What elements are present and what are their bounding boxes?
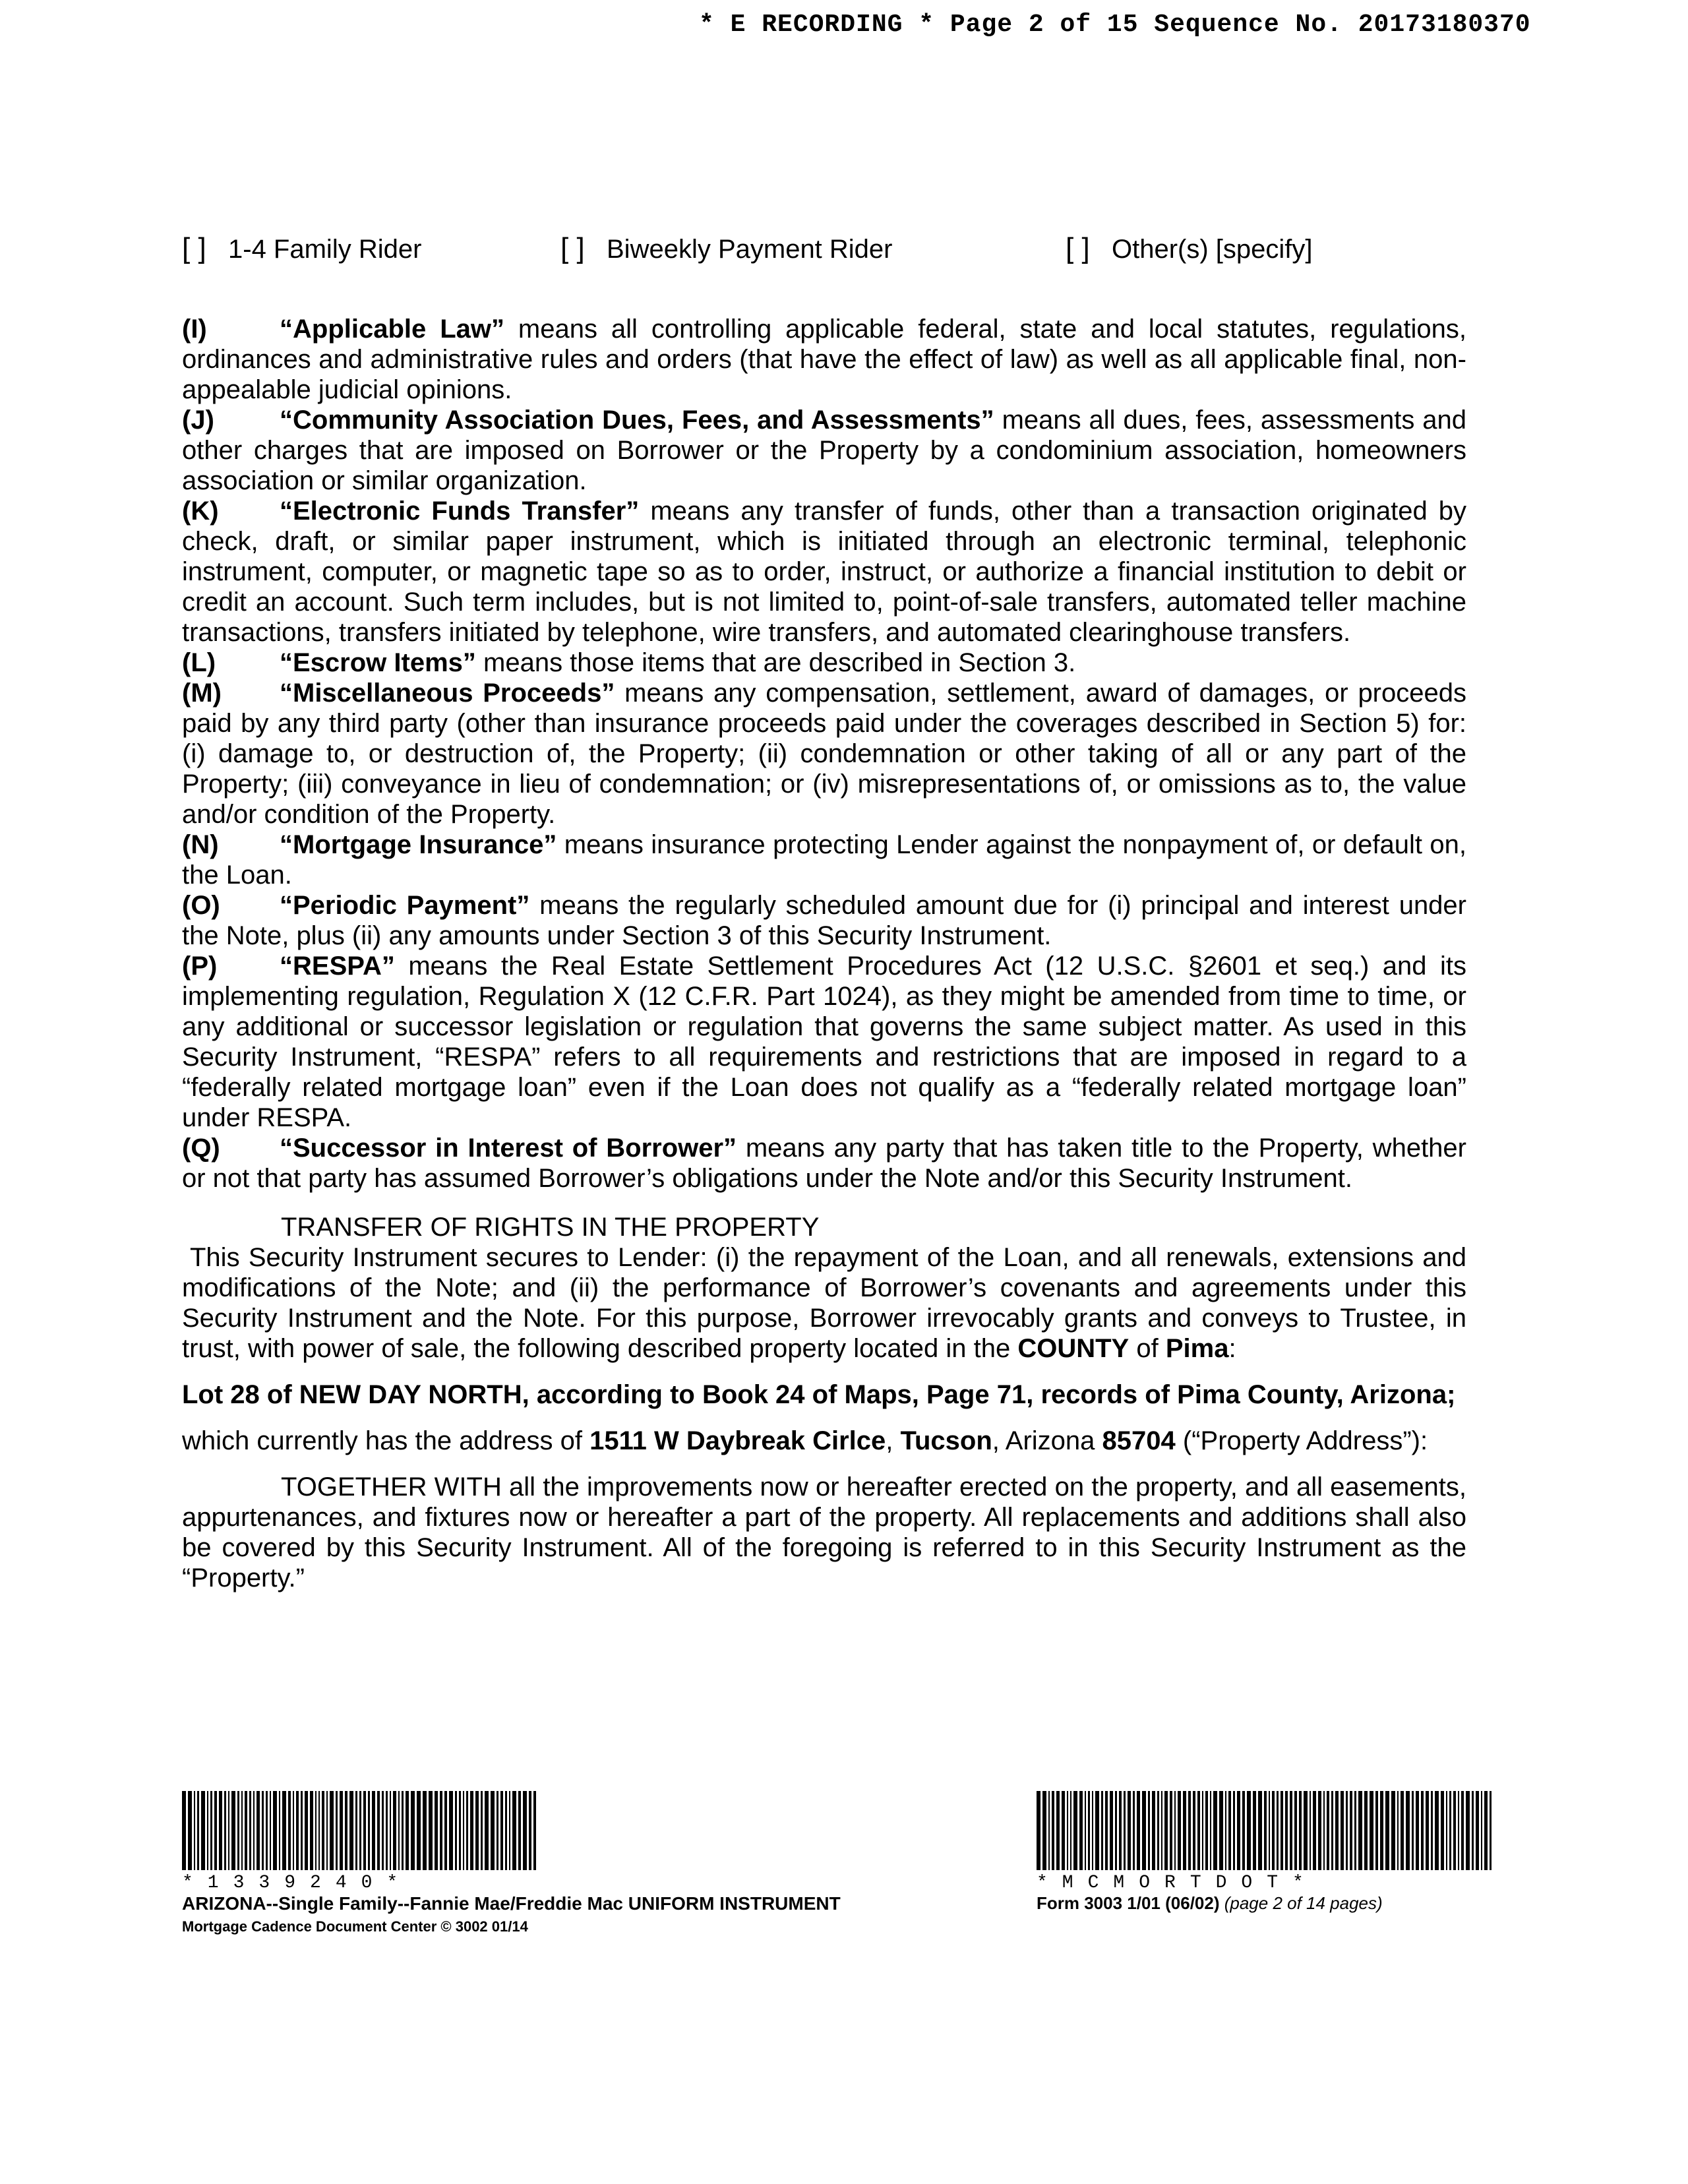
barcode-bar xyxy=(1157,1791,1159,1870)
barcode-bar xyxy=(1453,1791,1456,1870)
barcode-bar xyxy=(1346,1791,1348,1870)
barcode-bar xyxy=(1397,1791,1399,1870)
definition-text: means those items that are described in Section 3. xyxy=(475,648,1076,677)
barcode-bar xyxy=(518,1791,521,1870)
footer-left xyxy=(182,1791,841,1935)
barcode-bar xyxy=(512,1791,516,1870)
barcode-bar xyxy=(1484,1791,1488,1870)
definition-term: “RESPA” xyxy=(280,952,395,981)
definition-term: “Miscellaneous Proceeds” xyxy=(280,679,615,708)
barcode-bar xyxy=(305,1791,308,1870)
barcode-bar xyxy=(288,1791,291,1870)
barcode-bar xyxy=(1401,1791,1404,1870)
barcode-bar xyxy=(1164,1791,1168,1870)
barcode-bar xyxy=(188,1791,192,1870)
section-title: TRANSFER OF RIGHTS IN THE PROPERTY xyxy=(281,1213,820,1242)
barcode-bar xyxy=(1391,1791,1395,1870)
barcode-bar xyxy=(1272,1791,1275,1870)
barcode-bar xyxy=(1299,1791,1302,1870)
barcode-bar xyxy=(1354,1791,1356,1870)
street-address: 1511 W Daybreak Cirlce xyxy=(589,1426,886,1455)
barcode-right xyxy=(1037,1791,1493,1870)
barcode-bar xyxy=(500,1791,503,1870)
rider-label: 1-4 Family Rider xyxy=(228,235,422,264)
rider-1-4-family xyxy=(182,232,421,265)
barcode-bar xyxy=(1073,1791,1077,1870)
definition-letter: (K) xyxy=(182,497,219,526)
barcode-bar xyxy=(1052,1791,1054,1870)
definition-letter: (N) xyxy=(182,830,219,859)
barcode-right-text: *MCMORTDOT* xyxy=(1037,1873,1318,1893)
barcode-bar xyxy=(485,1791,489,1870)
barcode-bar xyxy=(1070,1791,1071,1870)
barcode-bar xyxy=(1253,1791,1256,1870)
barcode-bar xyxy=(386,1791,388,1870)
definition-k xyxy=(182,496,1466,648)
barcode-bar xyxy=(1205,1791,1208,1870)
barcode-bar xyxy=(1358,1791,1362,1870)
barcode-left xyxy=(182,1791,841,1870)
barcode-bar xyxy=(1313,1791,1316,1870)
barcode-bar xyxy=(1188,1791,1191,1870)
barcode-bar xyxy=(1161,1791,1162,1870)
form-title: ARIZONA--Single Family--Fannie Mae/Freddie Mac UNIFORM INSTRUMENT xyxy=(182,1893,841,1914)
definition-l xyxy=(182,648,1466,678)
barcode-bar xyxy=(301,1791,303,1870)
barcode-bar xyxy=(1476,1791,1479,1870)
definition-o xyxy=(182,890,1466,951)
definition-text: means the Real Estate Settlement Procedures Act (12 U.S.C. §2601 et seq.) and its implementing regulation, Regulation X (12 C.F.R. Part 1024), as they might be amended from time to time, or any additional or successor legislation or regulation that governs the same subject matter. As used in this Security Instrument, “RESPA” refers to all requirements and restrictions that are imposed in regard to a “federally related mortgage loan” even if the Loan does not qualify as a “federally related mortgage loan” under RESPA. xyxy=(182,952,1466,1132)
barcode-bar xyxy=(1170,1791,1172,1870)
barcode-bar xyxy=(1233,1791,1235,1870)
definition-letter: (I) xyxy=(182,315,207,344)
barcode-bar xyxy=(336,1791,338,1870)
barcode-bar xyxy=(241,1791,243,1870)
barcode-bar xyxy=(1110,1791,1113,1870)
definition-term: “Periodic Payment” xyxy=(280,891,530,920)
definition-text: means the regularly scheduled amount due for (i) principal and interest under the Note, plus (ii) any amounts under Section 3 of this Security Instrument. xyxy=(182,891,1466,950)
barcode-bar xyxy=(1446,1791,1447,1870)
form-number: Form 3003 1/01 (06/02) (page 2 of 14 pages) xyxy=(1037,1893,1383,1913)
rider-label: Other(s) [specify] xyxy=(1112,235,1313,264)
barcode-bar xyxy=(1133,1791,1135,1870)
barcode-bar xyxy=(340,1791,343,1870)
barcode-bar xyxy=(1183,1791,1186,1870)
barcode-bar xyxy=(435,1791,438,1870)
barcode-bar xyxy=(1101,1791,1103,1870)
barcode-bar xyxy=(219,1791,222,1870)
barcode-bar xyxy=(282,1791,286,1870)
county-label: COUNTY xyxy=(1017,1334,1130,1363)
barcode-bar xyxy=(497,1791,498,1870)
rider-other xyxy=(1066,232,1313,265)
barcode-bar xyxy=(466,1791,468,1870)
barcode-bar xyxy=(440,1791,442,1870)
definition-term: “Community Association Dues, Fees, and Assessments” xyxy=(280,406,994,435)
rider-biweekly xyxy=(560,232,893,265)
barcode-bar xyxy=(322,1791,324,1870)
barcode-bar xyxy=(1042,1791,1046,1870)
definition-text: means any compensation, settlement, award of damages, or proceeds paid by any third party (other than insurance proceeds paid under the coverages described in Section 5) for: (i) damage to, or destruction of, the Property; (ii) condemnation or other taking of all or any part of the Property; (iii) conveyance in lieu of condemnation; or (iv) misrepresentations of, or omissions as to, the value and/or condition of the Property. xyxy=(182,679,1466,829)
barcode-bar xyxy=(402,1791,404,1870)
definition-m xyxy=(182,678,1466,830)
barcode-bar xyxy=(1323,1791,1325,1870)
barcode-bar xyxy=(349,1791,353,1870)
barcode-bar xyxy=(1128,1791,1131,1870)
barcode-bar xyxy=(293,1791,294,1870)
barcode-bar xyxy=(509,1791,510,1870)
county-name: Pima xyxy=(1165,1334,1229,1363)
barcode-bar xyxy=(1225,1791,1226,1870)
definition-term: “Mortgage Insurance” xyxy=(280,830,557,859)
barcode-bar xyxy=(368,1791,370,1870)
barcode-bar xyxy=(330,1791,334,1870)
barcode-bar xyxy=(1350,1791,1352,1870)
barcode-bar xyxy=(1277,1791,1279,1870)
barcode-bar xyxy=(1331,1791,1333,1870)
barcode-bar xyxy=(1385,1791,1389,1870)
barcode-bar xyxy=(481,1791,483,1870)
barcode-bar xyxy=(1281,1791,1283,1870)
barcode-bar xyxy=(1431,1791,1433,1870)
barcode-bar xyxy=(1310,1791,1311,1870)
barcode-bar xyxy=(279,1791,280,1870)
barcode-bar xyxy=(359,1791,361,1870)
zip-code: 85704 xyxy=(1102,1426,1176,1455)
property-address-paragraph: which currently has the address of 1511 W Daybreak Cirlce, Tucson, Arizona 85704 (“Property Address”): xyxy=(182,1426,1428,1455)
barcode-bar xyxy=(207,1791,208,1870)
barcode-bar xyxy=(1461,1791,1464,1870)
barcode-bar xyxy=(1327,1791,1329,1870)
barcode-bar xyxy=(1318,1791,1321,1870)
barcode-bar xyxy=(417,1791,421,1870)
barcode-bar xyxy=(1294,1791,1297,1870)
barcode-bar xyxy=(1193,1791,1195,1870)
barcode-bar xyxy=(1285,1791,1288,1870)
barcode-bar xyxy=(231,1791,235,1870)
barcode-bar xyxy=(1441,1791,1444,1870)
legal-description: Lot 28 of NEW DAY NORTH, according to Book 24 of Maps, Page 71, records of Pima County, Arizona; xyxy=(182,1380,1456,1409)
barcode-bar xyxy=(393,1791,396,1870)
barcode-bar xyxy=(1056,1791,1060,1870)
barcode-bar xyxy=(382,1791,384,1870)
barcode-bar xyxy=(1435,1791,1439,1870)
barcode-bar xyxy=(355,1791,357,1870)
barcode-bar xyxy=(197,1791,199,1870)
definition-term: “Escrow Items” xyxy=(280,648,476,677)
barcode-bar xyxy=(1148,1791,1150,1870)
page-count: (page 2 of 14 pages) xyxy=(1224,1893,1383,1913)
checkbox-bracket: [ ] xyxy=(560,232,585,264)
barcode-bar xyxy=(201,1791,205,1870)
barcode-bar xyxy=(326,1791,328,1870)
definition-q xyxy=(182,1133,1466,1194)
definition-text: means any transfer of funds, other than a transaction originated by check, draft, or similar paper instrument, which is initiated through an electronic terminal, telephonic instrument, computer, or magnetic tape so as to order, instruct, or authorize a financial institution to debit or credit an account. Such term includes, but is not limited to, point-of-sale transfers, automated teller machine transactions, transfers initiated by telephone, wire transfers, and automated clearinghouse transfers. xyxy=(182,497,1466,647)
definition-text: means all dues, fees, assessments and other charges that are imposed on Borrower or the Property by a condominium association, homeowners association or similar organization. xyxy=(182,406,1466,495)
barcode-bar xyxy=(1472,1791,1474,1870)
barcode-bar xyxy=(1458,1791,1459,1870)
barcode-bar xyxy=(1079,1791,1083,1870)
barcode-bar xyxy=(1228,1791,1231,1870)
barcode-bar xyxy=(475,1791,479,1870)
barcode-bar xyxy=(1490,1791,1492,1870)
barcode-bar xyxy=(1178,1791,1181,1870)
document-body xyxy=(182,314,1466,1593)
barcode-bar xyxy=(1142,1791,1146,1870)
barcode-bar xyxy=(390,1791,391,1870)
barcode-bar xyxy=(249,1791,251,1870)
barcode-bar xyxy=(262,1791,264,1870)
barcode-bar xyxy=(1242,1791,1245,1870)
barcode-bar xyxy=(1258,1791,1262,1870)
barcode-bar xyxy=(1197,1791,1200,1870)
barcode-bar xyxy=(214,1791,217,1870)
barcode-bar xyxy=(459,1791,461,1870)
barcode-bar xyxy=(377,1791,380,1870)
recording-header: * E RECORDING * Page 2 of 15 Sequence No. 20173180370 xyxy=(699,11,1531,39)
city: Tucson xyxy=(900,1426,992,1455)
barcode-bar xyxy=(533,1791,536,1870)
together-with-paragraph: TOGETHER WITH all the improvements now or hereafter erected on the property, and all easements, appurtenances, and fixtures now or hereafter a part of the property. All replacements and additions shall also be covered by this Security Instrument. All of the foregoing is referred to in this Security Instrument as the “Property.” xyxy=(182,1472,1466,1592)
barcode-bar xyxy=(273,1791,277,1870)
barcode-bar xyxy=(470,1791,473,1870)
barcode-bar xyxy=(398,1791,400,1870)
barcode-bar xyxy=(1095,1791,1099,1870)
barcode-bar xyxy=(1412,1791,1414,1870)
barcode-bar xyxy=(1085,1791,1086,1870)
barcode-bar xyxy=(1380,1791,1383,1870)
barcode-bar xyxy=(372,1791,375,1870)
barcode-bar xyxy=(1105,1791,1108,1870)
footer-right xyxy=(1037,1791,1493,1914)
barcode-bar xyxy=(1067,1791,1068,1870)
definition-text: means all controlling applicable federal, state and local statutes, regulations, ordinances and administrative rules and orders (that have the effect of law) as well as all applicable final, non-appealable judicial opinions. xyxy=(182,315,1466,404)
barcode-bar xyxy=(406,1791,409,1870)
barcode-bar xyxy=(1124,1791,1126,1870)
barcode-bar xyxy=(429,1791,433,1870)
barcode-bar xyxy=(345,1791,347,1870)
barcode-bar xyxy=(1219,1791,1223,1870)
barcode-bar xyxy=(463,1791,464,1870)
barcode-bar xyxy=(1115,1791,1117,1870)
barcode-bar xyxy=(1449,1791,1451,1870)
barcode-bar xyxy=(266,1791,268,1870)
barcode-bar xyxy=(363,1791,366,1870)
barcode-bar xyxy=(1335,1791,1339,1870)
definition-letter: (O) xyxy=(182,891,220,920)
barcode-bar xyxy=(1092,1791,1093,1870)
barcode-bar xyxy=(1048,1791,1050,1870)
barcode-bar xyxy=(1213,1791,1217,1870)
definition-text: means insurance protecting Lender against the nonpayment of, or default on, the Loan. xyxy=(182,830,1466,890)
rider-checklist xyxy=(182,232,1501,272)
barcode-bar xyxy=(1237,1791,1240,1870)
barcode-bar xyxy=(1202,1791,1203,1870)
barcode-bar xyxy=(423,1791,427,1870)
definition-letter: (P) xyxy=(182,952,218,981)
definition-letter: (M) xyxy=(182,679,222,708)
barcode-bar xyxy=(228,1791,229,1870)
definition-i xyxy=(182,314,1466,405)
barcode-bar xyxy=(296,1791,299,1870)
barcode-bar xyxy=(194,1791,195,1870)
checkbox-bracket: [ ] xyxy=(1066,232,1090,264)
definition-term: “Applicable Law” xyxy=(280,315,504,344)
definition-letter: (Q) xyxy=(182,1134,220,1163)
definition-term: “Successor in Interest of Borrower” xyxy=(280,1134,737,1163)
barcode-bar xyxy=(1481,1791,1482,1870)
barcode-bar xyxy=(318,1791,320,1870)
barcode-bar xyxy=(315,1791,316,1870)
barcode-bar xyxy=(237,1791,239,1870)
barcode-bar xyxy=(1062,1791,1065,1870)
barcode-bar xyxy=(1364,1791,1368,1870)
barcode-bar xyxy=(411,1791,415,1870)
barcode-bar xyxy=(449,1791,453,1870)
barcode-bar xyxy=(270,1791,271,1870)
barcode-bar xyxy=(1247,1791,1251,1870)
barcode-bar xyxy=(1466,1791,1470,1870)
barcode-bar xyxy=(455,1791,457,1870)
document-center: Mortgage Cadence Document Center © 3002 01/14 xyxy=(182,1918,528,1935)
barcode-bar xyxy=(1174,1791,1176,1870)
barcode-bar xyxy=(1304,1791,1308,1870)
checkbox-bracket: [ ] xyxy=(182,232,206,264)
barcode-bar xyxy=(1290,1791,1292,1870)
definition-j xyxy=(182,405,1466,496)
barcode-left-text: *1339240* xyxy=(182,1873,413,1893)
barcode-bar xyxy=(245,1791,247,1870)
definition-letter: (J) xyxy=(182,406,214,435)
barcode-bar xyxy=(444,1791,447,1870)
barcode-bar xyxy=(224,1791,226,1870)
definition-n xyxy=(182,830,1466,890)
definition-p xyxy=(182,951,1466,1133)
barcode-bar xyxy=(256,1791,260,1870)
barcode-bar xyxy=(1152,1791,1155,1870)
barcode-bar xyxy=(1210,1791,1211,1870)
barcode-bar xyxy=(1426,1791,1429,1870)
barcode-bar xyxy=(1341,1791,1344,1870)
rider-label: Biweekly Payment Rider xyxy=(607,235,893,264)
barcode-bar xyxy=(505,1791,507,1870)
barcode-bar xyxy=(310,1791,313,1870)
barcode-bar xyxy=(253,1791,255,1870)
barcode-bar xyxy=(210,1791,212,1870)
definition-letter: (L) xyxy=(182,648,216,677)
barcode-bar xyxy=(523,1791,527,1870)
definition-term: “Electronic Funds Transfer” xyxy=(280,497,640,526)
barcode-bar xyxy=(529,1791,531,1870)
definition-text: means any party that has taken title to the Property, whether or not that party has assumed Borrower’s obligations under the Note and/or this Security Instrument. xyxy=(182,1134,1466,1193)
barcode-bar xyxy=(1264,1791,1267,1870)
barcode-bar xyxy=(1370,1791,1373,1870)
barcode-bar xyxy=(1137,1791,1140,1870)
barcode-bar xyxy=(1406,1791,1410,1870)
barcode-bar xyxy=(1375,1791,1378,1870)
transfer-paragraph: This Security Instrument secures to Lender: (i) the repayment of the Loan, and all renewals, extensions and modifications of the Note; and (ii) the performance of Borrower’s covenants and agreements under this Security Instrument and the Note. For this purpose, Borrower irrevocably grants and conveys to Trustee, in trust, with power of sale, the following described property located in the COUNTY of Pima: xyxy=(182,1243,1466,1363)
barcode-bar xyxy=(1088,1791,1090,1870)
barcode-bar xyxy=(491,1791,495,1870)
barcode-bar xyxy=(182,1791,186,1870)
barcode-bar xyxy=(1037,1791,1040,1870)
barcode-bar xyxy=(1119,1791,1122,1870)
barcode-bar xyxy=(1421,1791,1424,1870)
barcode-bar xyxy=(1269,1791,1270,1870)
barcode-bar xyxy=(1416,1791,1419,1870)
